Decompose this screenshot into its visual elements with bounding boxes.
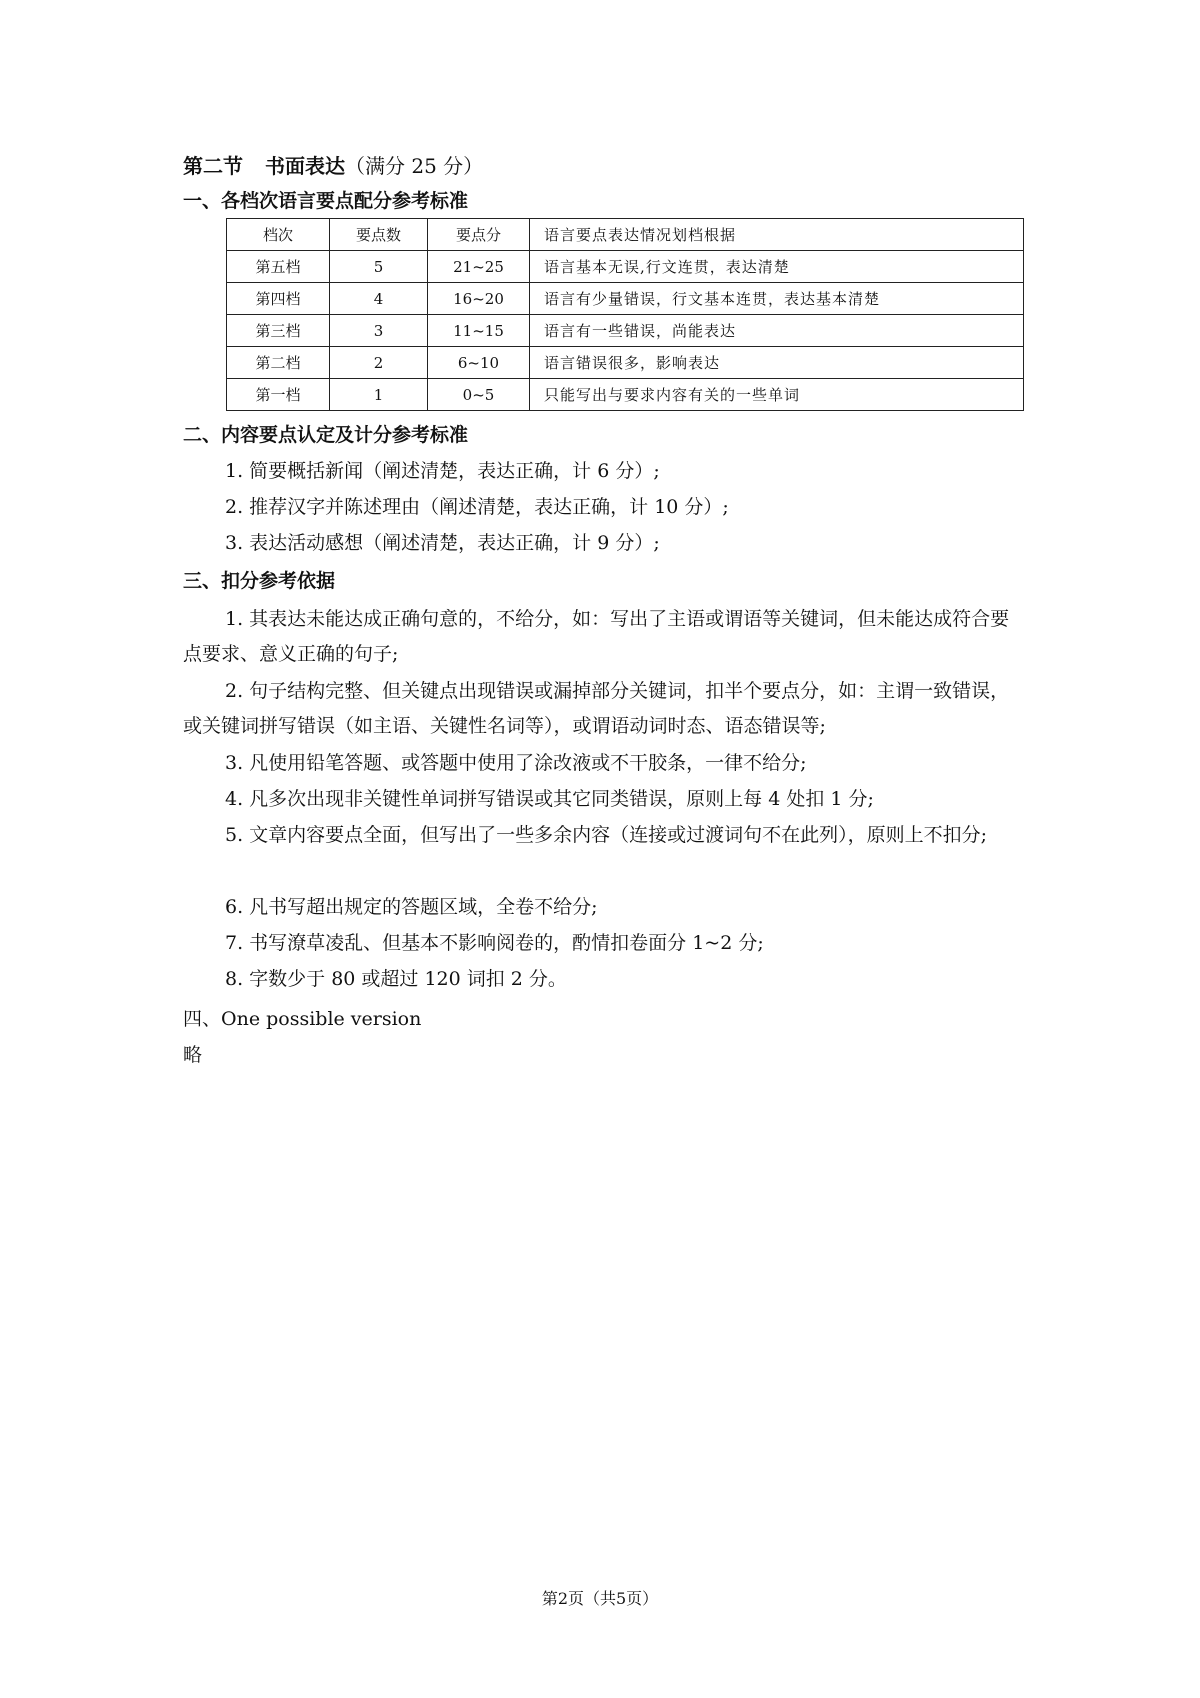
list-item	[183, 782, 1026, 817]
table-header-cell: 档次	[227, 219, 330, 251]
page-footer: 第2页（共5页）	[541, 1589, 659, 1608]
list-item-text: 5. 文章内容要点全面，但写出了一些多余内容（连接或过渡词句不在此列），原则上不扣分;	[225, 824, 988, 846]
part3-heading: 三、扣分参考依据	[183, 570, 336, 592]
list-item	[183, 454, 1026, 489]
table-cell: 语言基本无误,行文连贯，表达清楚	[530, 251, 1024, 283]
list-item	[183, 890, 1026, 925]
grading-table	[226, 218, 1024, 411]
section-title	[183, 150, 483, 179]
list-item	[183, 818, 1026, 853]
list-item-text: 8. 字数少于 80 或超过 120 词扣 2 分。	[225, 968, 567, 990]
table-cell: 5	[330, 251, 428, 283]
list-item-text: 4. 凡多次出现非关键性单词拼写错误或其它同类错误，原则上每 4 处扣 1 分;	[225, 788, 874, 810]
table-header-cell: 要点分	[428, 219, 530, 251]
table-cell: 第二档	[227, 347, 330, 379]
list-item	[183, 490, 1026, 525]
part4-heading: 四、One possible version	[183, 1008, 422, 1030]
table-row	[227, 283, 1024, 315]
table-cell: 只能写出与要求内容有关的一些单词	[530, 379, 1024, 411]
table-row	[227, 251, 1024, 283]
table-cell: 第三档	[227, 315, 330, 347]
list-item	[183, 926, 1026, 961]
table-cell: 第五档	[227, 251, 330, 283]
table-cell: 2	[330, 347, 428, 379]
table-cell: 6~10	[428, 347, 530, 379]
part2-heading: 二、内容要点认定及计分参考标准	[183, 424, 469, 446]
list-item-text: 3. 凡使用铅笔答题、或答题中使用了涂改液或不干胶条，一律不给分;	[225, 752, 807, 774]
table-cell: 16~20	[428, 283, 530, 315]
list-item-text: 7. 书写潦草凌乱、但基本不影响阅卷的，酌情扣卷面分 1~2 分;	[225, 932, 764, 954]
part1-heading: 一、各档次语言要点配分参考标准	[183, 190, 469, 212]
table-row	[227, 315, 1024, 347]
list-item-text: 2. 推荐汉字并陈述理由（阐述清楚，表达正确，计 10 分）;	[225, 496, 729, 518]
table-row	[227, 347, 1024, 379]
list-item	[183, 674, 1026, 744]
section-score: （满分 25 分）	[345, 154, 484, 178]
list-item	[183, 962, 1026, 997]
table-cell: 21~25	[428, 251, 530, 283]
list-item	[183, 526, 1026, 561]
table-cell: 语言有少量错误，行文基本连贯，表达基本清楚	[530, 283, 1024, 315]
table-header-cell: 要点数	[330, 219, 428, 251]
version-text: 略	[183, 1044, 203, 1066]
list-item-text: 6. 凡书写超出规定的答题区域，全卷不给分;	[225, 896, 598, 918]
table-row	[227, 379, 1024, 411]
list-item	[183, 746, 1026, 781]
table-cell: 11~15	[428, 315, 530, 347]
list-item-text: 2. 句子结构完整、但关键点出现错误或漏掉部分关键词，扣半个要点分，如：主谓一致错误，或关键词拼写错误（如主语、关键性名词等），或谓语动词时态、语态错误等;	[183, 680, 1010, 737]
table-cell: 第一档	[227, 379, 330, 411]
table-cell: 语言有一些错误，尚能表达	[530, 315, 1024, 347]
table-cell: 语言错误很多，影响表达	[530, 347, 1024, 379]
table-cell: 0~5	[428, 379, 530, 411]
table-cell: 3	[330, 315, 428, 347]
list-item-text: 1. 简要概括新闻（阐述清楚，表达正确，计 6 分）;	[225, 460, 660, 482]
table-header-row	[227, 219, 1024, 251]
table-cell: 4	[330, 283, 428, 315]
table-cell: 1	[330, 379, 428, 411]
section-number: 第二节	[183, 154, 243, 178]
table-cell: 第四档	[227, 283, 330, 315]
list-item-text: 3. 表达活动感想（阐述清楚，表达正确，计 9 分）;	[225, 532, 660, 554]
list-item	[183, 602, 1026, 672]
list-item-text: 1. 其表达未能达成正确句意的，不给分，如：写出了主语或谓语等关键词，但未能达成符合要点要求、意义正确的句子;	[183, 608, 1010, 665]
section-name: 书面表达	[265, 154, 345, 178]
table-header-cell: 语言要点表达情况划档根据	[530, 219, 1024, 251]
